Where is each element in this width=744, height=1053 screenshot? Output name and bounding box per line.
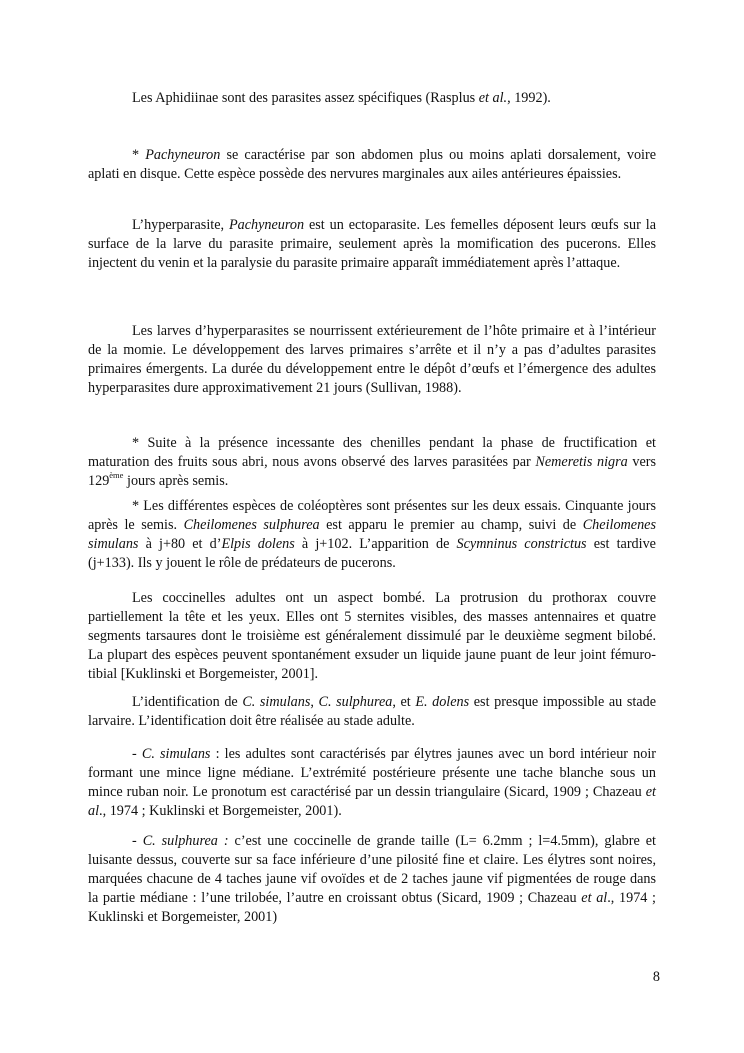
text-run: ., 1974 ; Kuklinski et Borgemeister, 2001). [99,803,342,819]
italic-term: E. dolens [415,694,470,710]
text-run: vers 129 [88,454,657,489]
superscript: ème [109,470,124,481]
italic-term: Cheilomenes simulans [88,517,657,552]
italic-term: Nemeretis nigra [535,454,628,470]
italic-term: Cheilomenes sulphurea [183,517,320,533]
text-run: Les Aphidiinae sont des parasites assez spécifiques (Rasplus [132,90,479,106]
paragraph-coccinelles-adultes [88,589,656,684]
text-run: est presque impossible au stade larvaire. L’identification doit être réalisée au stade adulte. [88,694,657,729]
italic-term: Elpis dolens [221,536,295,552]
paragraph-pachyneuron-description [88,146,656,184]
text-run: * [132,147,146,163]
paragraph-hyperparasite-larvae [88,322,656,398]
text-run: se caractérise par son abdomen plus ou moins aplati dorsalement, voire aplati en disque. Cette espèce possède des nervures marginales aux ailes antérieures épaissies. [88,147,657,182]
text-run: * Les différentes espèces de coléoptères sont présentes sur les deux essais. Cinquante jours après le semis. [88,498,656,533]
italic-term: et al. [478,90,508,106]
text-run: , et [392,694,416,710]
paragraph-identification [88,693,656,731]
text-run: - [132,746,142,762]
italic-term: C. sulphurea [318,694,393,710]
text-run: L’identification de [132,694,243,710]
text-run: , 1992). [507,90,551,106]
text-run: à j+102. L’apparition de [294,536,457,552]
text-run: - [132,833,143,849]
text-run: jours après semis. [123,473,229,489]
paragraph-coleopteres [88,497,656,573]
text-run: c’est une coccinelle de grande taille (L= 6.2mm ; l=4.5mm), glabre et luisante dessus, couverte sur sa face inférieure d’une pilosité fine et claire. Les élytres sont noires, marquées chacune de 4 taches jaune vif ovoïdes et de 2 taches jaune vif pigmentées de rouge dans la partie médiane : l’une trilobée, l’autre en croissant obtus (Sicard, 1909 ; Chazeau [88,833,656,906]
text-run: ., 1974 ; Kuklinski et Borgemeister, 2001) [88,890,656,925]
italic-term: Pachyneuron [145,147,221,163]
italic-term: C. sulphurea : [142,833,229,849]
text-run: Les larves d’hyperparasites se nourrissent extérieurement de l’hôte primaire et à l’intérieur de la momie. Le développement des larves primaires s’arrête et il n’y a pas d’adultes parasites primaires émergents. La durée du développement entre le dépôt d’œufs et l’émergence des adultes hyperparasites dure approximativement 21 jours (Sullivan, 1988). [88,323,656,396]
italic-term: Pachyneuron [228,217,305,233]
page-number: 8 [652,969,660,985]
paragraph-c-sulphurea [88,832,656,927]
text-run: , [310,694,319,710]
paragraph-c-simulans [88,745,656,821]
text-run: : les adultes sont caractérisés par élytres jaunes avec un bord intérieur noir formant une mince ligne médiane. L’extrémité postérieure présente une tache blanche sous un mince ruban noir. Le pronotum est caractérisé par un dessin triangulaire (Sicard, 1909 ; Chazeau [88,746,656,800]
text-run: Les coccinelles adultes ont un aspect bombé. La protrusion du prothorax couvre partiellement la tête et les yeux. Elles ont 5 sternites visibles, des masses antennaires et quatre segments tarsaures dont le troisième est généralement dissimulé par le deuxième segment bilobé. La plupart des espèces peuvent spontanément exsuder un liquide jaune puant de leur joint fémuro- tibial [Kuklinski et Borgemeister, 2001]. [88,590,656,682]
italic-term: et al [581,890,608,906]
text-run: L’hyperparasite, [132,217,229,233]
paragraph-nemeretis [88,434,656,491]
italic-term: C. simulans [242,694,311,710]
paragraph-hyperparasite [88,216,656,273]
text-run: * Suite à la présence incessante des chenilles pendant la phase de fructification et maturation des fruits sous abri, nous avons observé des larves parasitées par [88,435,656,470]
text-run: est tardive (j+133). Ils y jouent le rôle de prédateurs de pucerons. [88,536,656,571]
text-run: est un ectoparasite. Les femelles déposent leurs œufs sur la surface de la larve du parasite primaire, seulement après la momification des pucerons. Elles injectent du venin et la paralysie du parasite primaire apparaît immédiatement après l’attaque. [88,217,656,271]
italic-term: C. simulans [141,746,211,762]
italic-term: et al [88,784,656,819]
text-run: à j+80 et d’ [138,536,222,552]
paragraph-aphidiinae [88,89,656,108]
text-run: est apparu le premier au champ, suivi de [319,517,583,533]
italic-term: Scymninus constrictus [456,536,587,552]
